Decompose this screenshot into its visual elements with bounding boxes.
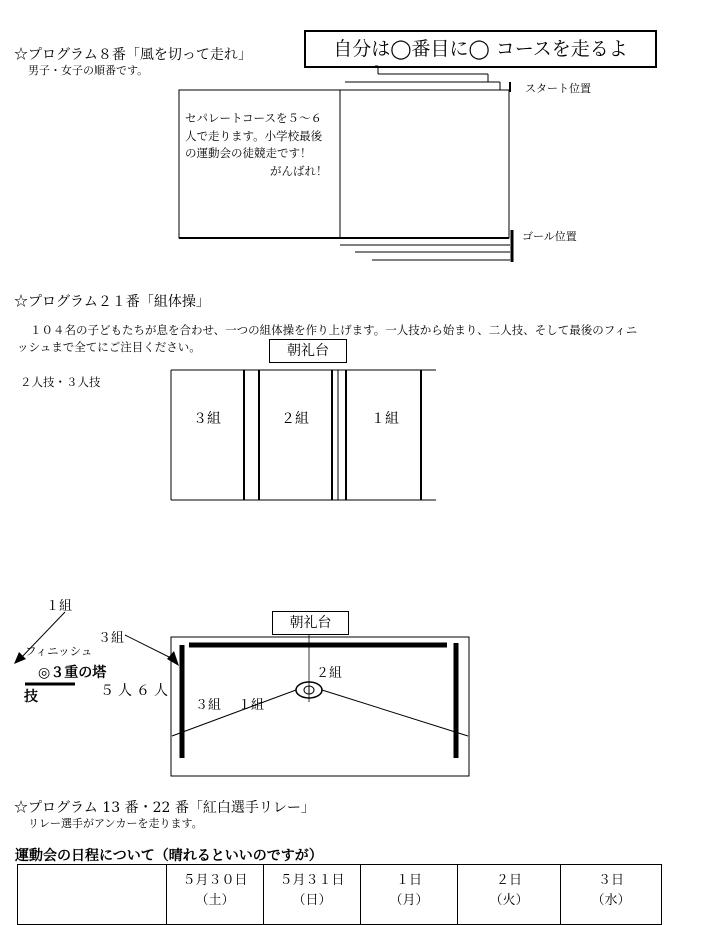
day-date: ２日 <box>495 873 522 888</box>
schedule-day <box>561 865 662 925</box>
day-weekday: （月） <box>389 893 429 908</box>
finale-stand-label: 朝礼台 <box>272 611 349 635</box>
day-weekday: （土） <box>195 893 235 908</box>
day-date: ５月３０日 <box>182 873 248 888</box>
desc-line: 人で走ります。小学校最後 <box>185 128 323 143</box>
desc-line: がんばれ！ <box>270 163 328 178</box>
relay-title: ☆プログラム 13 番・22 番「紅白選手リレー」 <box>14 800 315 816</box>
waza-label: 技 <box>24 689 38 705</box>
program8-title: ☆プログラム８番「風を切って走れ」 <box>14 47 252 63</box>
schedule-row <box>18 865 662 925</box>
program21-desc-line2: ッシュまで全てにご注目ください。 <box>17 340 201 354</box>
course-banner: 自分は◯番目に◯ コースを走るよ <box>304 30 657 68</box>
schedule-day <box>167 865 264 925</box>
finale-group-3: ３組 <box>195 698 222 713</box>
day-weekday: （水） <box>591 893 631 908</box>
day-date: １日 <box>395 873 422 888</box>
goal-label: ゴール位置 <box>522 230 577 243</box>
group-label-2: ２組 <box>281 411 309 427</box>
day-date: ５月３１日 <box>279 873 345 888</box>
program8-description <box>185 110 328 180</box>
schedule-day <box>458 865 561 925</box>
program8-note: 男子・女子の順番です。 <box>28 64 149 77</box>
program21-title: ☆プログラム２１番「組体操」 <box>14 294 210 310</box>
program21-desc-line1: １０４名の子どもたちが息を合わせ、一つの組体操を作り上げます。一人技から始まり、二人技、そして最後のフィニ <box>30 323 638 337</box>
schedule-title: 運動会の日程について（晴れるといいのですが） <box>15 848 323 864</box>
desc-line: の運動会の徒競走です！ <box>185 146 312 160</box>
schedule-header-blank <box>18 865 167 925</box>
finale-group-1: １組 <box>238 698 265 713</box>
schedule-table <box>17 864 662 925</box>
finale-group-2: ２組 <box>316 666 343 681</box>
stand-label: 朝礼台 <box>269 339 347 363</box>
day-weekday: （日） <box>292 893 332 908</box>
triple-tower-label: ◎３重の塔 <box>38 665 107 681</box>
day-date: ３日 <box>597 873 624 888</box>
two-three-person-heading: ２人技・３人技 <box>20 375 101 389</box>
start-label: スタート位置 <box>525 82 591 95</box>
schedule-day <box>264 865 361 925</box>
group-label-3: ３組 <box>193 411 221 427</box>
group-label-1: １組 <box>371 411 399 427</box>
finale-label-3kumi: ３組 <box>98 631 125 646</box>
five-six-people-label: ５人６人 <box>100 683 172 699</box>
relay-note: リレー選手がアンカーを走ります。 <box>28 817 203 830</box>
kumitaiso-diagram <box>171 370 436 500</box>
schedule-day <box>361 865 458 925</box>
day-weekday: （火） <box>489 893 529 908</box>
desc-line: セパレートコースを５～６ <box>185 111 322 125</box>
finale-label-1kumi: １組 <box>46 599 73 614</box>
finish-label: フィニッシュ <box>25 644 93 658</box>
